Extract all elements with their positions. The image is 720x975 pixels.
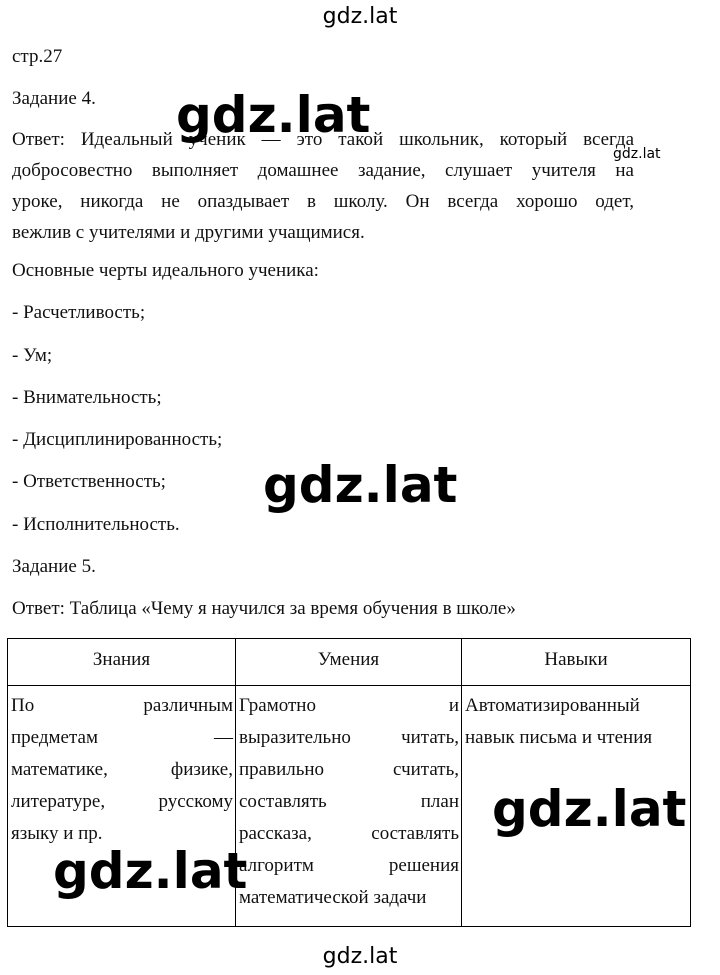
task4-title: Задание 4. <box>12 88 96 109</box>
watermark-large: gdz.lat <box>176 86 371 144</box>
answer-line: уроке, никогда не опаздывает в школу. Он всегда хорошо одет, <box>12 191 634 212</box>
header-knowledge: Знания <box>8 639 236 686</box>
watermark-large: gdz.lat <box>53 842 248 900</box>
task5-title: Задание 5. <box>12 556 96 577</box>
trait-item: - Расчетливость; <box>12 302 146 323</box>
cell-line: составлять план <box>239 791 459 812</box>
trait-item: - Ум; <box>12 345 53 366</box>
cell-line: По различным <box>11 695 233 716</box>
cell-line: рассказа, составлять <box>239 823 459 844</box>
answer-line: добросовестно выполняет домашнее задание, слушает учителя на <box>12 160 634 181</box>
watermark-small: gdz.lat <box>613 146 661 162</box>
header-habits: Навыки <box>462 639 691 686</box>
cell-skills <box>236 686 462 927</box>
cell-line: навык письма и чтения <box>465 727 653 748</box>
header-skills: Умения <box>236 639 462 686</box>
trait-item: - Исполнительность. <box>12 514 180 535</box>
watermark-top: gdz.lat <box>322 4 398 29</box>
cell-line: алгоритм решения <box>239 855 459 876</box>
cell-line: Автоматизированный <box>465 695 640 716</box>
cell-line: Грамотно и <box>239 695 459 716</box>
watermark-large: gdz.lat <box>263 456 458 514</box>
trait-item: - Внимательность; <box>12 387 162 408</box>
cell-line: математической задачи <box>239 887 427 908</box>
task5-answer: Ответ: Таблица «Чему я научился за время обучения в школе» <box>12 598 516 619</box>
cell-line: выразительно читать, <box>239 727 459 748</box>
watermark-bottom: gdz.lat <box>322 944 398 969</box>
trait-item: - Ответственность; <box>12 471 166 492</box>
table-header-row <box>8 639 691 686</box>
traits-heading: Основные черты идеального ученика: <box>12 260 319 281</box>
cell-line: математике, физике, <box>11 759 233 780</box>
trait-item: - Дисциплинированность; <box>12 429 223 450</box>
answer-line: Ответ: Идеальный ученик — это такой школьник, который всегда <box>12 129 634 150</box>
cell-line: языку и пр. <box>11 823 103 844</box>
cell-line: предметам — <box>11 727 233 748</box>
page-reference: стр.27 <box>12 46 63 67</box>
answer-line: вежлив с учителями и другими учащимися. <box>12 222 365 243</box>
cell-line: литературе, русскому <box>11 791 233 812</box>
cell-line: правильно считать, <box>239 759 459 780</box>
watermark-large: gdz.lat <box>492 780 687 838</box>
